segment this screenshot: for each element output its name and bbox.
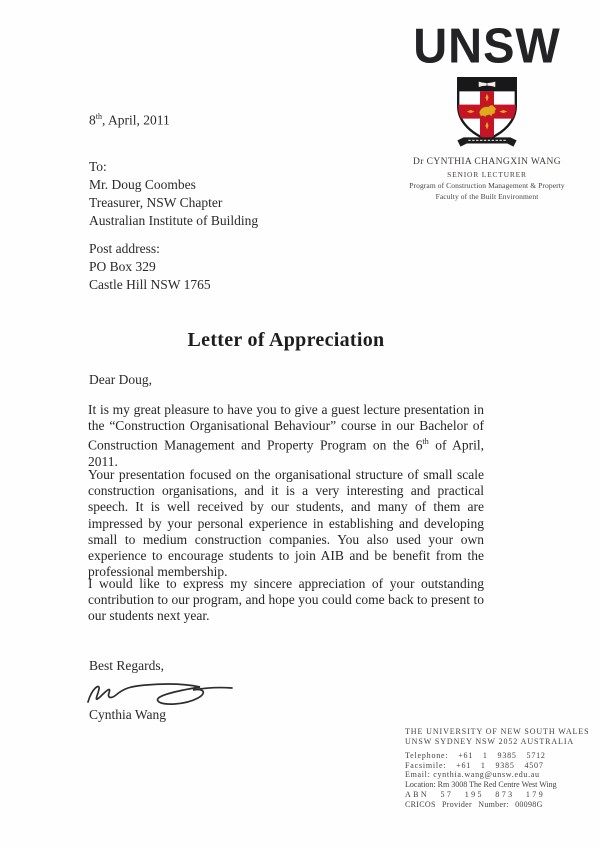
- footer-university-name: THE UNIVERSITY OF NEW SOUTH WALES: [405, 727, 590, 736]
- date-ordinal: th: [95, 112, 102, 121]
- footer-location: Location: Rm 3008 The Red Centre West Wing: [405, 779, 557, 789]
- recipient-role: Treasurer, NSW Chapter: [89, 195, 223, 210]
- staff-name: Dr CYNTHIA CHANGXIN WANG: [413, 157, 561, 167]
- unsw-logo-wordmark: UNSW: [413, 17, 561, 74]
- handwritten-signature-image: [84, 676, 239, 710]
- footer-abn: ABN 57 195 873 179: [405, 790, 546, 799]
- staff-title: SENIOR LECTURER: [447, 170, 527, 179]
- recipient-org: Australian Institute of Building: [89, 213, 259, 228]
- footer-facsimile: Facsimile: +61 1 9385 4507: [405, 760, 544, 770]
- paragraph-3: I would like to express my sincere appreciation of your outstanding contribution to our program, and hope you could come back to present to our students next year.: [88, 576, 484, 624]
- post-address-label: Post address:: [89, 241, 160, 256]
- date-rest: , April, 2011: [101, 112, 170, 128]
- footer-telephone: Telephone: +61 1 9385 5712: [405, 751, 546, 760]
- post-address-box: PO Box 329: [89, 259, 156, 274]
- letter-title: Letter of Appreciation: [187, 329, 385, 351]
- closing: Best Regards,: [89, 658, 164, 673]
- letter-date: [89, 112, 170, 129]
- post-address-city: Castle Hill NSW 1765: [89, 277, 211, 292]
- staff-faculty: Faculty of the Built Environment: [435, 192, 539, 201]
- footer-contact-block: [405, 727, 590, 809]
- recipient-label: To:: [89, 159, 107, 174]
- paragraph-1-tail: of April, 2011.: [88, 437, 484, 470]
- date-day: 8: [89, 112, 96, 128]
- unsw-crest-icon: [448, 75, 526, 149]
- salutation: Dear Doug,: [89, 372, 152, 387]
- paragraph-1: [88, 402, 484, 470]
- paragraph-1-text: It is my great pleasure to have you to give a guest lecture presentation in the “Construction Organisational Behaviour” course in our Bachelor of Construction Management and Property Program on the 6: [88, 402, 484, 453]
- paragraph-1-ordinal: th: [422, 437, 429, 447]
- unsw-letterhead: [387, 17, 587, 201]
- recipient-name: Mr. Doug Coombes: [89, 177, 196, 192]
- staff-department: Program of Construction Management & Property: [409, 181, 565, 190]
- footer-cricos: CRICOS Provider Number: 00098G: [405, 799, 543, 809]
- post-address-block: [89, 240, 211, 294]
- footer-university-address: UNSW SYDNEY NSW 2052 AUSTRALIA: [405, 736, 575, 746]
- signer-name: Cynthia Wang: [89, 707, 167, 722]
- footer-email: Email: cynthia.wang@unsw.edu.au: [405, 770, 540, 779]
- paragraph-2: Your presentation focused on the organisational structure of small scale construction organisations, and it is a very interesting and practical speech. It is well received by our students, and many of them are impressed by your personal experience in establishing and developing small to medium construction companies. You also used your own experience to encourage students to join AIB and be benefit from the professional membership.: [88, 467, 484, 580]
- recipient-block: [89, 158, 258, 230]
